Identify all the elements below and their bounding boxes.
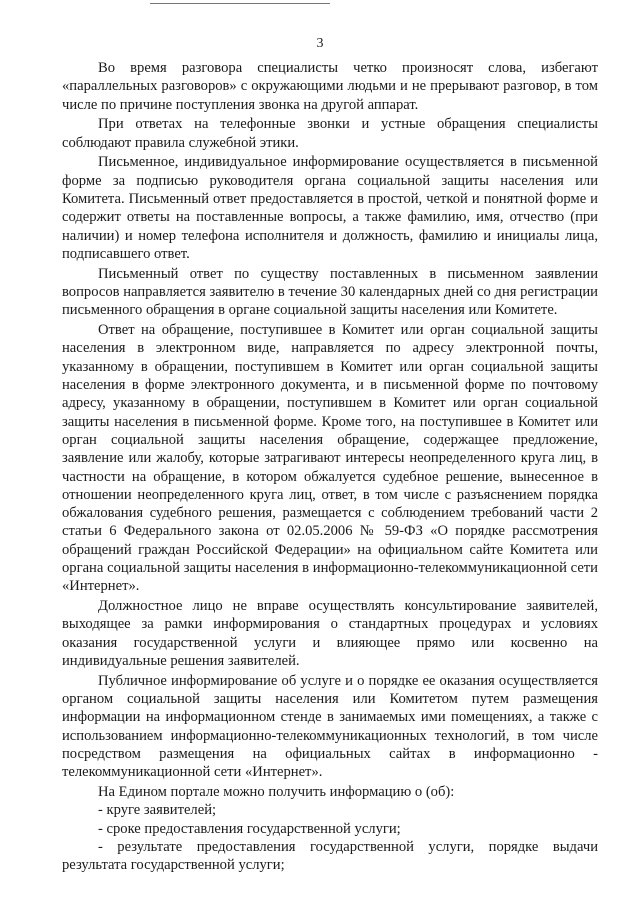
paragraph-call-conduct: Во время разговора специалисты четко произносят слова, избегают «параллельных разговоров» с окружающими людьми и не прерывают разговор, в том числе по причине поступления звонка на другой аппарат. bbox=[62, 60, 598, 113]
list-item: - сроке предоставления государственной услуги; bbox=[98, 820, 401, 837]
paragraph-official-limits: Должностное лицо не вправе осуществлять консультирование заявителей, выходящее за рамки информирования о стандартных процедурах и условиях оказания государственной услуги и влияющее прямо или косвенно на индивидуальные решения заявителей. bbox=[62, 598, 598, 669]
document-body bbox=[62, 59, 598, 876]
list-item: - результате предоставления государственной услуги, порядке выдачи результата государственной услуги; bbox=[62, 838, 598, 874]
page-number: 3 bbox=[316, 36, 324, 51]
paragraph-public-informing: Публичное информирование об услуге и о порядке ее оказания осуществляется органом социальной защиты населения или Комитетом путем размещения информации на информационном стенде в занимаемых ими помещениях, а также с использованием информационно-телекоммуникационных технологий, в том числе посредством размещения на официальных сайтах в информационно - телекоммуникационной сети «Интернет». bbox=[62, 672, 598, 781]
paragraph-response-deadline: Письменный ответ по существу поставленных в письменном заявлении вопросов направляется заявителю в течение 30 календарных дней со дня регистрации письменного обращения в органе социальной защиты населения или Комитете. bbox=[62, 265, 598, 319]
paragraph-written-informing: Письменное, индивидуальное информирование осуществляется в письменной форме за подписью руководителя органа социальной защиты населения или Комитета. Письменный ответ предоставляется в простой, четкой и понятной форме и содержит ответы на поставленные вопросы, а также фамилию, имя, отчество (при наличии) и номер телефона исполнителя и должность, фамилию и инициалы лица, подписавшего ответ. bbox=[62, 154, 598, 262]
paragraph-portal-info: На Едином портале можно получить информацию о (об): bbox=[98, 784, 455, 801]
paragraph-ethics: При ответах на телефонные звонки и устные обращения специалисты соблюдают правила служебной этики. bbox=[62, 116, 598, 151]
paragraph-electronic-response: Ответ на обращение, поступившее в Комитет или орган социальной защиты населения в электронном виде, направляется по адресу электронной почты, указанному в обращении, поступившем в Комитет или орган социальной защиты населения в форме электронного документа, и в письменной форме по почтовому адресу, указанному в обращении, поступившем в Комитет или орган социальной защиты населения в письменной форме. Кроме того, на поступившее в Комитет или орган социальной защиты населения обращение, содержащее предложение, заявление или жалобу, которые затрагивают интересы неопределенного круга лиц, в частности на обращение, в котором обжалуется судебное решение, вынесенное в отношении неопределенного круга лиц, ответ, в том числе с разъяснением порядка обжалования судебного решения, размещается с соблюдением требований части 2 статьи 6 Федерального закона от 02.05.2006 № 59-ФЗ «О порядке рассмотрения обращений граждан Российской Федерации» на официальном сайте Комитета или органа социальной защиты населения в информационно-телекоммуникационной сети «Интернет». bbox=[62, 322, 598, 595]
header-rule bbox=[150, 3, 330, 4]
list-item: - круге заявителей; bbox=[98, 802, 217, 819]
